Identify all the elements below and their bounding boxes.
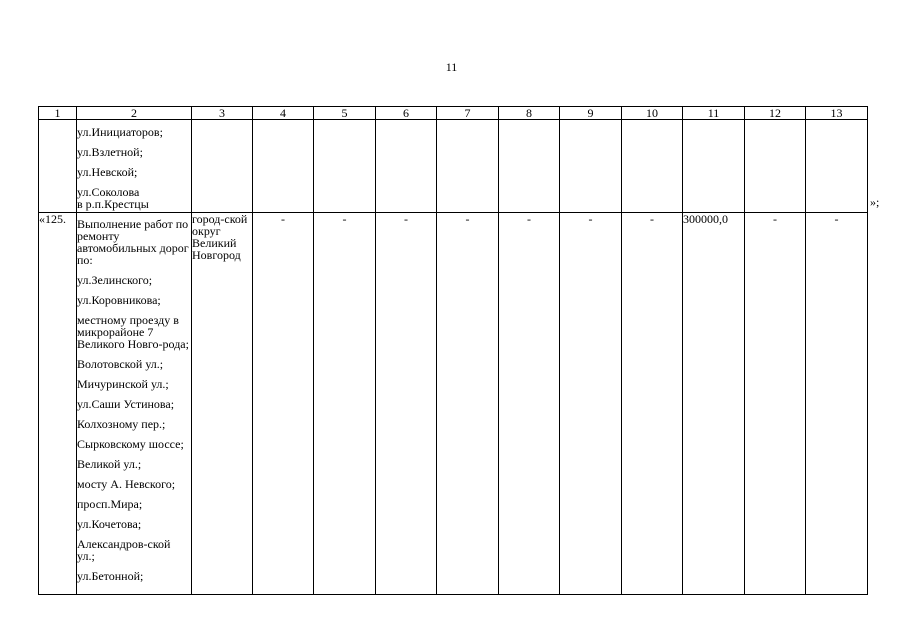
list-item: ул.Бетонной;: [77, 569, 144, 583]
closing-quote: »;: [870, 195, 880, 209]
header-cell: 3: [192, 107, 253, 120]
header-cell: 9: [560, 107, 622, 120]
list-item: Великой ул.;: [77, 457, 142, 471]
list-item: ул.Кочетова;: [77, 517, 142, 531]
header-cell: 5: [314, 107, 376, 120]
list-item: Александров-ской ул.;: [77, 537, 171, 563]
value-col-7: -: [437, 213, 499, 595]
value-col-4: -: [253, 213, 314, 595]
header-cell: 11: [683, 107, 745, 120]
value-col-11: 300000,0: [683, 213, 745, 595]
list-item: ул.Зелинского;: [77, 273, 153, 287]
header-cell: 4: [253, 107, 314, 120]
row-number: «125.: [39, 213, 77, 595]
list-item: ул.Саши Устинова;: [77, 397, 175, 411]
list-item: ул.Коровникова;: [77, 293, 161, 307]
list-item: просп.Мира;: [77, 497, 143, 511]
list-item: ул.Инициаторов;: [77, 125, 163, 139]
value-col-6: -: [376, 213, 437, 595]
list-item: ул.Соколова в р.п.Крестцы: [77, 185, 149, 211]
header-cell: 1: [39, 107, 77, 120]
value-col-8: -: [499, 213, 560, 595]
list-item: Колхозному пер.;: [77, 417, 166, 431]
row-title: Выполнение работ по ремонту автомобильных дорог по:: [77, 217, 189, 267]
list-item: Волотовской ул.;: [77, 357, 164, 371]
header-cell: 7: [437, 107, 499, 120]
value-col-9: -: [560, 213, 622, 595]
header-cell: 2: [77, 107, 192, 120]
budget-table: [38, 106, 868, 595]
list-item: Сырковскому шоссе;: [77, 437, 184, 451]
continued-row: [39, 120, 868, 213]
list-item: ул.Взлетной;: [77, 145, 143, 159]
header-cell: 13: [806, 107, 868, 120]
work-description: [77, 213, 192, 595]
value-col-13: -: [806, 213, 868, 595]
list-item: местному проезду в микрорайоне 7 Великого Новго-рода;: [77, 313, 189, 351]
continued-streets: [77, 120, 192, 213]
list-item: ул.Невской;: [77, 165, 138, 179]
table-row: [39, 213, 868, 595]
page-number: 11: [445, 60, 458, 74]
value-col-12: -: [745, 213, 806, 595]
header-cell: 6: [376, 107, 437, 120]
value-col-10: -: [622, 213, 683, 595]
header-row: [39, 107, 868, 120]
header-cell: 8: [499, 107, 560, 120]
header-cell: 10: [622, 107, 683, 120]
list-item: мосту А. Невского;: [77, 477, 176, 491]
list-item: Мичуринской ул.;: [77, 377, 169, 391]
municipality: город-ской округ Великий Новгород: [192, 213, 253, 595]
header-cell: 12: [745, 107, 806, 120]
value-col-5: -: [314, 213, 376, 595]
